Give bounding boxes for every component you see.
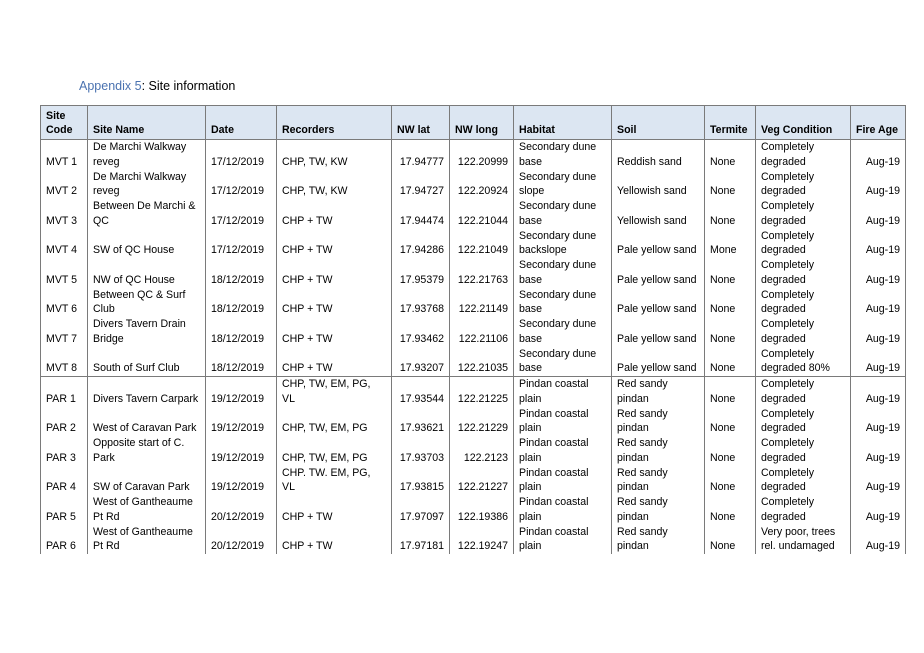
- cell-fire-age: Aug-19: [851, 525, 906, 555]
- cell-site-code: MVT 4: [41, 229, 88, 259]
- cell-veg-condition: Completely degraded: [756, 170, 851, 200]
- appendix-label: Appendix 5: [79, 79, 142, 93]
- table-row: [41, 377, 906, 407]
- cell-habitat: Secondary dune base: [514, 288, 612, 318]
- cell-fire-age: Aug-19: [851, 495, 906, 525]
- cell-site-name: Between De Marchi & QC: [88, 199, 206, 229]
- cell-habitat: Secondary dune base: [514, 199, 612, 229]
- heading-title: : Site information: [141, 79, 236, 93]
- cell-site-name: SW of QC House: [88, 229, 206, 259]
- cell-fire-age: Aug-19: [851, 407, 906, 437]
- cell-habitat: Pindan coastal plain: [514, 525, 612, 555]
- cell-termite: None: [705, 436, 756, 466]
- cell-fire-age: Aug-19: [851, 466, 906, 496]
- cell-fire-age: Aug-19: [851, 258, 906, 288]
- table-row: [41, 495, 906, 525]
- cell-nw-lat: 17.94474: [392, 199, 450, 229]
- cell-site-code: PAR 2: [41, 407, 88, 437]
- table-row: [41, 199, 906, 229]
- cell-veg-condition: Completely degraded: [756, 436, 851, 466]
- cell-date: 19/12/2019: [206, 436, 277, 466]
- cell-habitat: Secondary dune slope: [514, 170, 612, 200]
- cell-fire-age: Aug-19: [851, 229, 906, 259]
- cell-termite: Mone: [705, 229, 756, 259]
- cell-recorders: CHP. TW. EM, PG, VL: [277, 466, 392, 496]
- cell-date: 17/12/2019: [206, 140, 277, 170]
- cell-site-name: De Marchi Walkway reveg: [88, 170, 206, 200]
- cell-nw-long: 122.19386: [450, 495, 514, 525]
- cell-nw-lat: 17.97097: [392, 495, 450, 525]
- cell-habitat: Pindan coastal plain: [514, 436, 612, 466]
- cell-soil: Pale yellow sand: [612, 347, 705, 377]
- cell-nw-long: 122.21106: [450, 317, 514, 347]
- cell-nw-long: 122.21035: [450, 347, 514, 377]
- cell-date: 20/12/2019: [206, 495, 277, 525]
- cell-recorders: CHP, TW, EM, PG: [277, 407, 392, 437]
- col-header-veg-condition: Veg Condition: [756, 106, 851, 140]
- cell-site-name: South of Surf Club: [88, 347, 206, 377]
- cell-site-name: SW of Caravan Park: [88, 466, 206, 496]
- cell-site-name: NW of QC House: [88, 258, 206, 288]
- col-header-fire-age: Fire Age: [851, 106, 906, 140]
- site-information-table: [40, 105, 906, 554]
- cell-termite: None: [705, 347, 756, 377]
- col-header-recorders: Recorders: [277, 106, 392, 140]
- col-header-date: Date: [206, 106, 277, 140]
- table-row: [41, 258, 906, 288]
- cell-date: 18/12/2019: [206, 347, 277, 377]
- cell-termite: None: [705, 407, 756, 437]
- cell-date: 20/12/2019: [206, 525, 277, 555]
- col-header-soil: Soil: [612, 106, 705, 140]
- col-header-site-name: Site Name: [88, 106, 206, 140]
- cell-nw-long: 122.20999: [450, 140, 514, 170]
- cell-site-name: Opposite start of C. Park: [88, 436, 206, 466]
- cell-recorders: CHP + TW: [277, 199, 392, 229]
- cell-soil: Yellowish sand: [612, 199, 705, 229]
- cell-soil: Red sandy pindan: [612, 377, 705, 407]
- cell-termite: None: [705, 525, 756, 555]
- cell-habitat: Pindan coastal plain: [514, 495, 612, 525]
- cell-site-code: MVT 5: [41, 258, 88, 288]
- cell-habitat: Secondary dune backslope: [514, 229, 612, 259]
- cell-nw-lat: 17.93207: [392, 347, 450, 377]
- cell-recorders: CHP + TW: [277, 525, 392, 555]
- cell-nw-lat: 17.93462: [392, 317, 450, 347]
- cell-site-code: PAR 1: [41, 377, 88, 407]
- cell-site-name: Divers Tavern Carpark: [88, 377, 206, 407]
- cell-recorders: CHP, TW, KW: [277, 170, 392, 200]
- cell-nw-long: 122.2123: [450, 436, 514, 466]
- cell-soil: Red sandy pindan: [612, 495, 705, 525]
- cell-date: 18/12/2019: [206, 317, 277, 347]
- table-row: [41, 525, 906, 555]
- table-row: [41, 140, 906, 170]
- cell-nw-lat: 17.95379: [392, 258, 450, 288]
- cell-soil: Red sandy pindan: [612, 407, 705, 437]
- cell-fire-age: Aug-19: [851, 140, 906, 170]
- cell-site-code: PAR 6: [41, 525, 88, 555]
- table-row: [41, 229, 906, 259]
- cell-veg-condition: Completely degraded: [756, 229, 851, 259]
- cell-fire-age: Aug-19: [851, 347, 906, 377]
- cell-site-code: PAR 3: [41, 436, 88, 466]
- cell-nw-long: 122.21229: [450, 407, 514, 437]
- cell-fire-age: Aug-19: [851, 288, 906, 318]
- cell-nw-lat: 17.93768: [392, 288, 450, 318]
- cell-nw-lat: 17.93703: [392, 436, 450, 466]
- cell-termite: None: [705, 377, 756, 407]
- cell-termite: None: [705, 495, 756, 525]
- cell-date: 17/12/2019: [206, 229, 277, 259]
- cell-termite: None: [705, 317, 756, 347]
- cell-termite: None: [705, 466, 756, 496]
- cell-nw-long: 122.21149: [450, 288, 514, 318]
- cell-recorders: CHP + TW: [277, 229, 392, 259]
- cell-veg-condition: Completely degraded: [756, 288, 851, 318]
- cell-site-code: MVT 7: [41, 317, 88, 347]
- table-row: [41, 317, 906, 347]
- cell-nw-long: 122.20924: [450, 170, 514, 200]
- cell-recorders: CHP + TW: [277, 495, 392, 525]
- cell-veg-condition: Completely degraded: [756, 466, 851, 496]
- cell-nw-lat: 17.93815: [392, 466, 450, 496]
- cell-habitat: Secondary dune base: [514, 140, 612, 170]
- table-row: [41, 436, 906, 466]
- cell-veg-condition: Completely degraded: [756, 199, 851, 229]
- table-header-row: [41, 106, 906, 140]
- col-header-nw-lat: NW lat: [392, 106, 450, 140]
- cell-site-code: MVT 8: [41, 347, 88, 377]
- cell-nw-lat: 17.94777: [392, 140, 450, 170]
- cell-site-name: Between QC & Surf Club: [88, 288, 206, 318]
- cell-habitat: Secondary dune base: [514, 317, 612, 347]
- col-header-termite: Termite: [705, 106, 756, 140]
- table-row: [41, 288, 906, 318]
- cell-site-code: PAR 5: [41, 495, 88, 525]
- cell-soil: Pale yellow sand: [612, 288, 705, 318]
- cell-date: 17/12/2019: [206, 170, 277, 200]
- cell-veg-condition: Completely degraded: [756, 377, 851, 407]
- cell-date: 19/12/2019: [206, 466, 277, 496]
- cell-nw-long: 122.19247: [450, 525, 514, 555]
- table-row: [41, 466, 906, 496]
- cell-soil: Pale yellow sand: [612, 317, 705, 347]
- cell-habitat: Pindan coastal plain: [514, 377, 612, 407]
- table-row: [41, 170, 906, 200]
- cell-habitat: Pindan coastal plain: [514, 466, 612, 496]
- table-row: [41, 347, 906, 377]
- cell-nw-lat: 17.94727: [392, 170, 450, 200]
- cell-fire-age: Aug-19: [851, 377, 906, 407]
- cell-veg-condition: Completely degraded: [756, 140, 851, 170]
- cell-date: 18/12/2019: [206, 288, 277, 318]
- cell-recorders: CHP, TW, EM, PG: [277, 436, 392, 466]
- cell-site-name: West of Gantheaume Pt Rd: [88, 495, 206, 525]
- cell-soil: Pale yellow sand: [612, 229, 705, 259]
- cell-fire-age: Aug-19: [851, 317, 906, 347]
- cell-nw-long: 122.21763: [450, 258, 514, 288]
- cell-nw-lat: 17.93544: [392, 377, 450, 407]
- cell-site-name: Divers Tavern Drain Bridge: [88, 317, 206, 347]
- cell-nw-lat: 17.97181: [392, 525, 450, 555]
- cell-habitat: Pindan coastal plain: [514, 407, 612, 437]
- cell-site-code: MVT 2: [41, 170, 88, 200]
- cell-date: 17/12/2019: [206, 199, 277, 229]
- col-header-site-code: Site Code: [41, 106, 88, 140]
- cell-site-name: West of Gantheaume Pt Rd: [88, 525, 206, 555]
- cell-soil: Pale yellow sand: [612, 258, 705, 288]
- cell-termite: None: [705, 258, 756, 288]
- cell-termite: None: [705, 170, 756, 200]
- cell-site-code: MVT 1: [41, 140, 88, 170]
- cell-veg-condition: Completely degraded: [756, 317, 851, 347]
- cell-nw-lat: 17.93621: [392, 407, 450, 437]
- cell-site-code: PAR 4: [41, 466, 88, 496]
- cell-soil: Red sandy pindan: [612, 466, 705, 496]
- cell-date: 18/12/2019: [206, 258, 277, 288]
- col-header-habitat: Habitat: [514, 106, 612, 140]
- cell-termite: None: [705, 199, 756, 229]
- cell-nw-long: 122.21049: [450, 229, 514, 259]
- cell-nw-long: 122.21044: [450, 199, 514, 229]
- cell-soil: Yellowish sand: [612, 170, 705, 200]
- page-heading: [79, 79, 235, 93]
- cell-veg-condition: Completely degraded: [756, 258, 851, 288]
- cell-recorders: CHP + TW: [277, 347, 392, 377]
- cell-termite: None: [705, 140, 756, 170]
- cell-recorders: CHP + TW: [277, 258, 392, 288]
- cell-nw-lat: 17.94286: [392, 229, 450, 259]
- cell-habitat: Secondary dune base: [514, 347, 612, 377]
- cell-recorders: CHP + TW: [277, 288, 392, 318]
- cell-site-name: West of Caravan Park: [88, 407, 206, 437]
- cell-soil: Red sandy pindan: [612, 436, 705, 466]
- col-header-nw-long: NW long: [450, 106, 514, 140]
- cell-termite: None: [705, 288, 756, 318]
- cell-site-code: MVT 3: [41, 199, 88, 229]
- cell-recorders: CHP, TW, KW: [277, 140, 392, 170]
- cell-fire-age: Aug-19: [851, 436, 906, 466]
- cell-site-code: MVT 6: [41, 288, 88, 318]
- cell-recorders: CHP + TW: [277, 317, 392, 347]
- cell-fire-age: Aug-19: [851, 199, 906, 229]
- cell-nw-long: 122.21225: [450, 377, 514, 407]
- cell-habitat: Secondary dune base: [514, 258, 612, 288]
- cell-veg-condition: Completely degraded: [756, 495, 851, 525]
- cell-soil: Red sandy pindan: [612, 525, 705, 555]
- cell-date: 19/12/2019: [206, 407, 277, 437]
- cell-veg-condition: Completely degraded 80%: [756, 347, 851, 377]
- cell-soil: Reddish sand: [612, 140, 705, 170]
- cell-date: 19/12/2019: [206, 377, 277, 407]
- cell-recorders: CHP, TW, EM, PG, VL: [277, 377, 392, 407]
- table-row: [41, 407, 906, 437]
- cell-site-name: De Marchi Walkway reveg: [88, 140, 206, 170]
- cell-fire-age: Aug-19: [851, 170, 906, 200]
- cell-veg-condition: Completely degraded: [756, 407, 851, 437]
- cell-nw-long: 122.21227: [450, 466, 514, 496]
- cell-veg-condition: Very poor, trees rel. undamaged: [756, 525, 851, 555]
